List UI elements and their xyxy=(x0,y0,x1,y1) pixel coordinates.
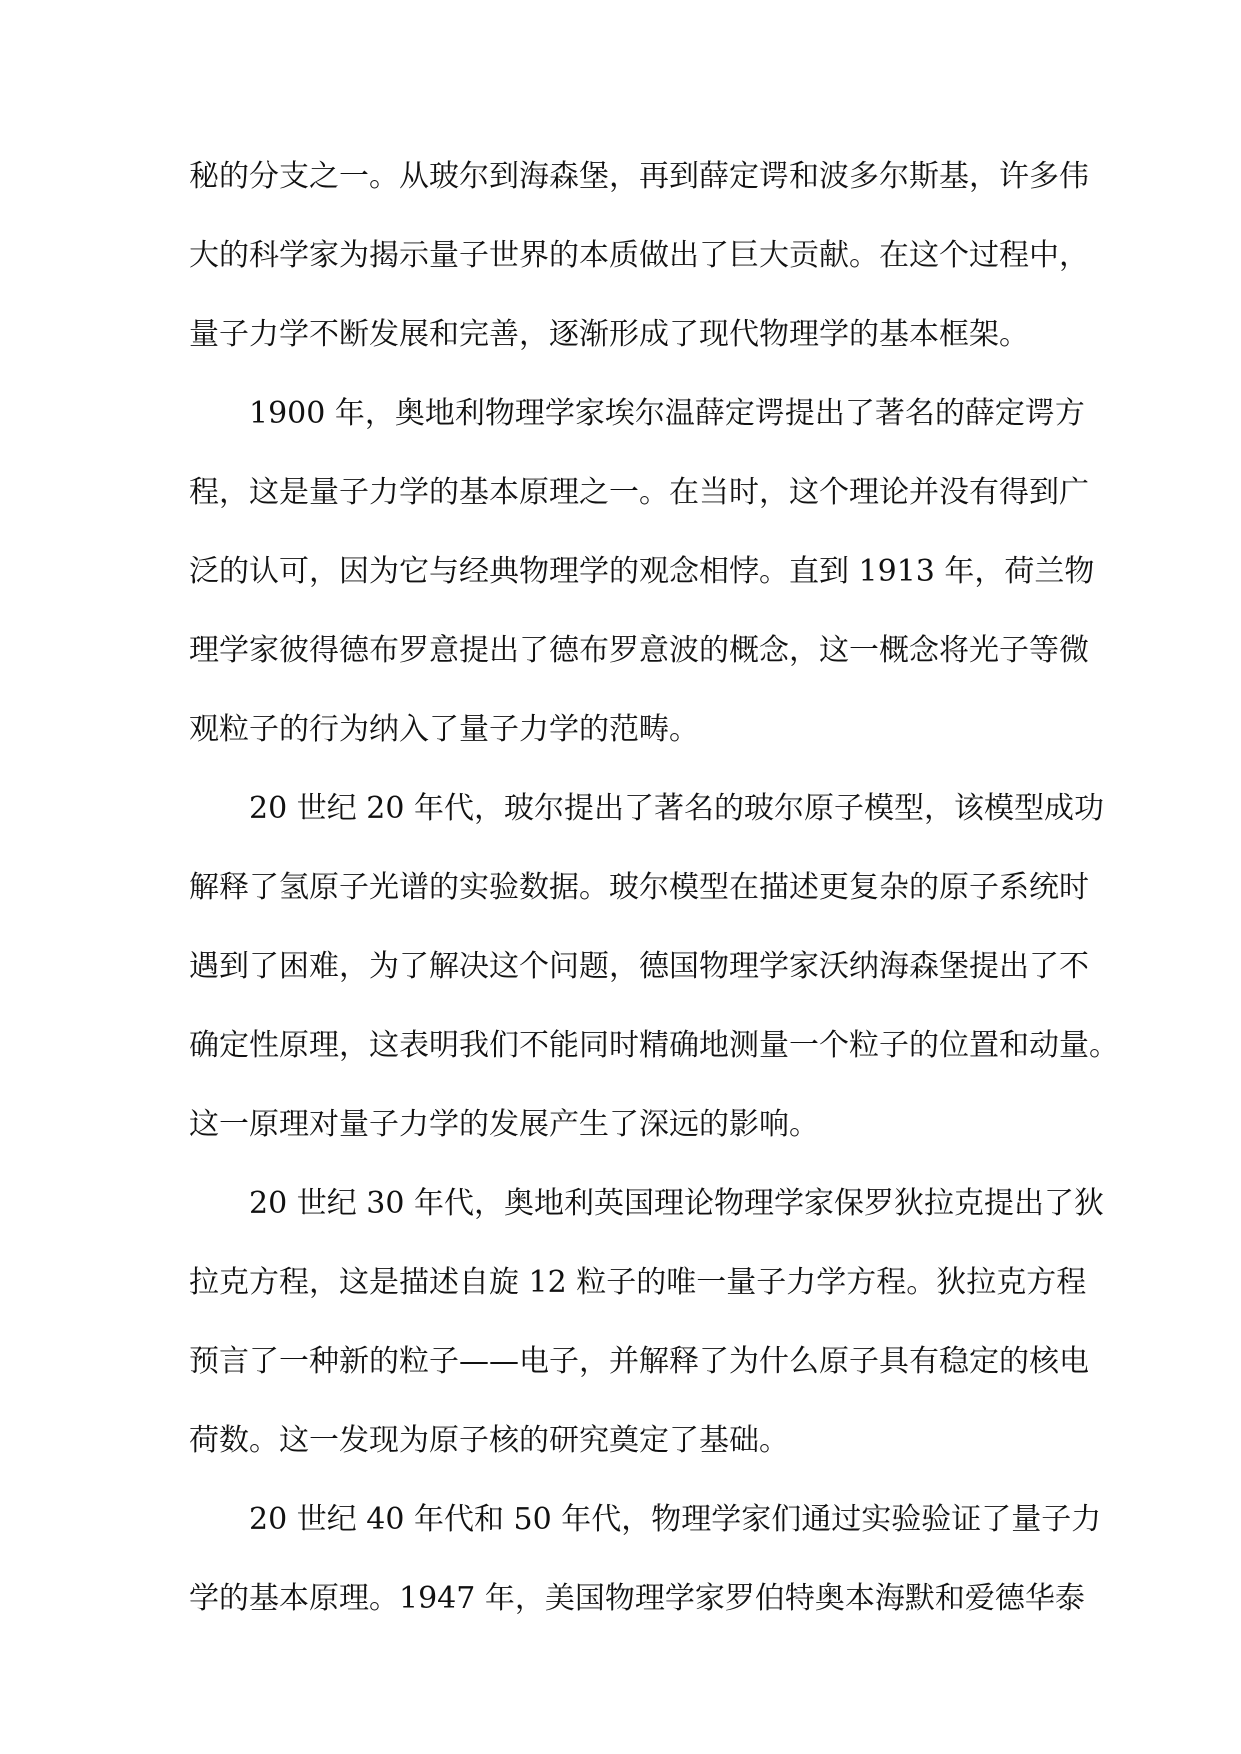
text-line: 拉克方程，这是描述自旋 12 粒子的唯一量子力学方程。狄拉克方程 xyxy=(189,1265,1087,1300)
text-line: 理学家彼得德布罗意提出了德布罗意波的概念，这一概念将光子等微 xyxy=(189,633,1089,668)
text-line: 遇到了困难，为了解决这个问题，德国物理学家沃纳海森堡提出了不 xyxy=(189,949,1089,984)
text-line: 大的科学家为揭示量子世界的本质做出了巨大贡献。在这个过程中， xyxy=(189,238,1089,273)
document-body xyxy=(189,145,1119,1646)
text-line: 确定性原理，这表明我们不能同时精确地测量一个粒子的位置和动量。 xyxy=(189,1028,1119,1063)
text-line: 量子力学不断发展和完善，逐渐形成了现代物理学的基本框架。 xyxy=(189,317,1029,352)
text-line: 程，这是量子力学的基本原理之一。在当时，这个理论并没有得到广 xyxy=(189,475,1089,510)
text-line: 观粒子的行为纳入了量子力学的范畴。 xyxy=(189,712,699,747)
text-line: 学的基本原理。1947 年，美国物理学家罗伯特奥本海默和爱德华泰 xyxy=(189,1581,1085,1616)
text-line: 这一原理对量子力学的发展产生了深远的影响。 xyxy=(189,1107,819,1142)
paragraph-first-line: 1900 年，奥地利物理学家埃尔温薛定谔提出了著名的薛定谔方 xyxy=(249,396,1085,431)
paragraph-first-line: 20 世纪 30 年代，奥地利英国理论物理学家保罗狄拉克提出了狄 xyxy=(249,1186,1104,1221)
text-line: 解释了氢原子光谱的实验数据。玻尔模型在描述更复杂的原子系统时 xyxy=(189,870,1089,905)
text-line: 秘的分支之一。从玻尔到海森堡，再到薛定谔和波多尔斯基，许多伟 xyxy=(189,159,1089,194)
text-line: 荷数。这一发现为原子核的研究奠定了基础。 xyxy=(189,1423,789,1458)
paragraph-first-line: 20 世纪 40 年代和 50 年代，物理学家们通过实验验证了量子力 xyxy=(249,1502,1102,1537)
text-line: 泛的认可，因为它与经典物理学的观念相悖。直到 1913 年，荷兰物 xyxy=(189,554,1095,589)
text-line: 预言了一种新的粒子——电子，并解释了为什么原子具有稳定的核电 xyxy=(189,1344,1089,1379)
paragraph-first-line: 20 世纪 20 年代，玻尔提出了著名的玻尔原子模型，该模型成功 xyxy=(249,791,1104,826)
